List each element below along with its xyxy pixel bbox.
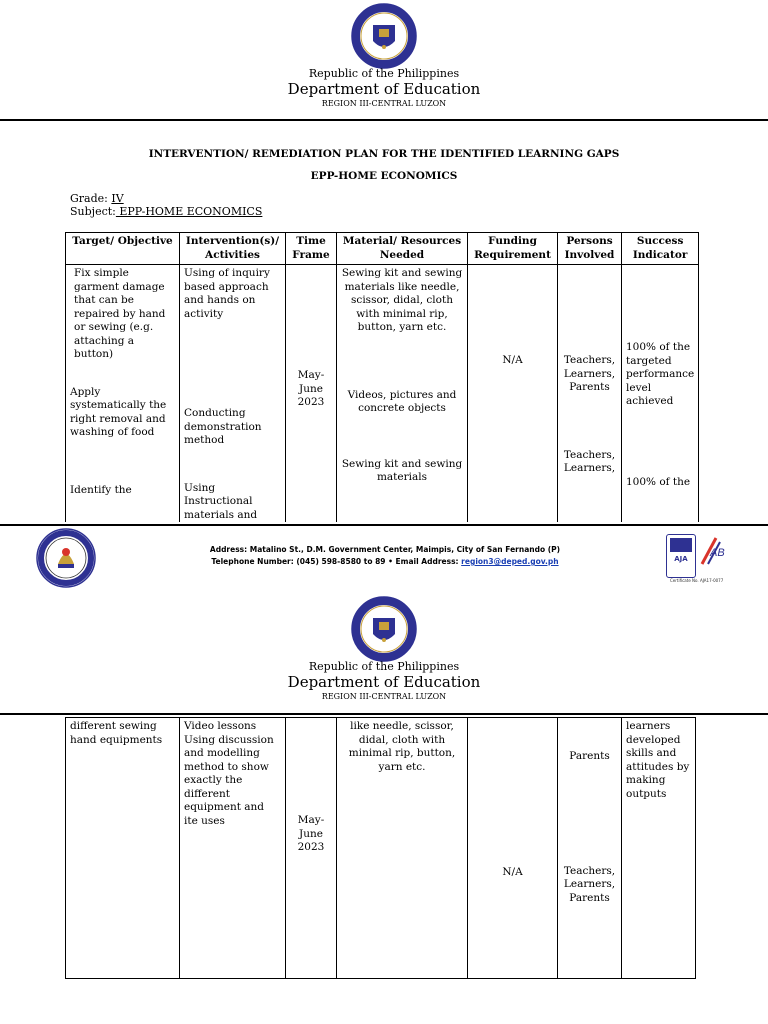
jab-badge (698, 534, 730, 570)
subject-label: Subject: (70, 205, 116, 218)
success-continued: learners developed skills and attitudes by making outputs (626, 720, 690, 800)
intervention-continued: Video lessons Using discussion and modelling method to show exactly the different equipment and ite uses (184, 720, 274, 827)
funding-value-2: N/A (502, 866, 523, 878)
subject-value: EPP-HOME ECONOMICS (115, 205, 263, 218)
footer-contact (200, 556, 570, 568)
persons-1: Teachers, Learners, Parents (563, 354, 616, 393)
aja-badge-stripe (670, 538, 692, 552)
timeframe-value: May-June 2023 (297, 369, 325, 408)
plan-table-page1 (65, 232, 699, 522)
footer-divider (0, 524, 768, 526)
header-cell: Time Frame (286, 233, 337, 265)
persons-cell-2 (558, 718, 622, 979)
left-footer-seal (36, 528, 96, 588)
timeframe-cell-2 (286, 718, 337, 979)
table-header-row (66, 233, 699, 265)
funding-cell-2 (468, 718, 558, 979)
deped-seal-1 (351, 3, 417, 69)
intervention-cell-2 (180, 718, 286, 979)
department-text-2: Department of Education (287, 673, 481, 691)
materials-continued: like needle, scissor, didal, cloth with minimal rip, button, yarn etc. (348, 720, 456, 773)
materials-3: Sewing kit and sewing materials (341, 457, 463, 483)
materials-2: Videos, pictures and concrete objects (347, 388, 457, 414)
deped-seal-2 (351, 596, 417, 662)
footer-email-link[interactable]: region3@deped.gov.ph (461, 557, 559, 566)
intervention-1: Using of inquiry based approach and hands on activity (184, 267, 270, 320)
footer-phone: Telephone Number: (045) 598-8580 to 89 • Email Address: (211, 557, 462, 566)
timeframe-value-2: May-June 2023 (297, 814, 325, 853)
plan-title: INTERVENTION/ REMEDIATION PLAN FOR THE IDENTIFIED LEARNING GAPS (148, 148, 620, 160)
plan-table-page1-clip (0, 232, 768, 522)
materials-cell-2 (337, 718, 468, 979)
svg-text:AB: AB (710, 547, 725, 559)
success-1: 100% of the targeted performance level achieved (626, 341, 695, 407)
header-cell: Success Indicator (622, 233, 699, 265)
persons-2: Teachers, Learners, (563, 448, 616, 474)
success-cell (622, 265, 699, 523)
subject-line (70, 205, 262, 218)
header-cell: Funding Requirement (468, 233, 558, 265)
objective-continued: different sewing hand equipments (70, 720, 163, 746)
intervention-2: Conducting demonstration method (184, 407, 262, 446)
table-row (66, 265, 699, 523)
persons-continued-2: Teachers, Learners, Parents (563, 864, 616, 904)
header-cell: Persons Involved (558, 233, 622, 265)
header-cell: Target/ Objective (66, 233, 180, 265)
plan-subtitle: EPP-HOME ECONOMICS (310, 170, 458, 182)
aja-badge (666, 534, 696, 578)
aja-badge-text: AJA (674, 555, 688, 563)
region-text: REGION III-CENTRAL LUZON (321, 99, 447, 108)
intervention-3: Using Instructional materials and (184, 481, 258, 521)
timeframe-cell (286, 265, 337, 523)
footer-address: Address: Matalino St., D.M. Government Center, Maimpis, City of San Fernando (P) (209, 545, 561, 554)
persons-cell (558, 265, 622, 523)
certificate-number: Certificate No. AJA17-0077 (670, 578, 724, 583)
objective-cell (66, 265, 180, 523)
persons-continued-1: Parents (569, 750, 610, 762)
table-row (66, 718, 696, 979)
plan-table-page2 (65, 717, 696, 979)
grade-value: IV (111, 192, 124, 205)
funding-cell (468, 265, 558, 523)
intervention-cell (180, 265, 286, 523)
objective-1: Fix simple garment damage that can be repaired by hand or sewing (e.g. attaching a button) (74, 267, 166, 360)
region-text-2: REGION III-CENTRAL LUZON (321, 692, 447, 701)
department-text: Department of Education (287, 80, 481, 98)
materials-1: Sewing kit and sewing materials like needle, scissor, didal, cloth with minimal rip, button, yarn etc. (341, 267, 463, 333)
footer-text (200, 544, 570, 568)
success-cell-2 (622, 718, 696, 979)
header-divider (0, 119, 768, 121)
republic-text-2: Republic of the Philippines (308, 660, 460, 673)
success-2: 100% of the (626, 475, 691, 488)
objective-cell-2 (66, 718, 180, 979)
grade-line (70, 192, 124, 205)
objective-2: Apply systematically the right removal and washing of food (70, 385, 167, 438)
objective-3: Identify the (70, 483, 132, 496)
header-cell: Intervention(s)/ Activities (180, 233, 286, 265)
header-cell: Material/ Resources Needed (337, 233, 468, 265)
header-divider-2 (0, 713, 768, 715)
materials-cell (337, 265, 468, 523)
grade-label: Grade: (70, 192, 108, 205)
funding-value: N/A (502, 354, 523, 366)
republic-text: Republic of the Philippines (308, 67, 460, 80)
